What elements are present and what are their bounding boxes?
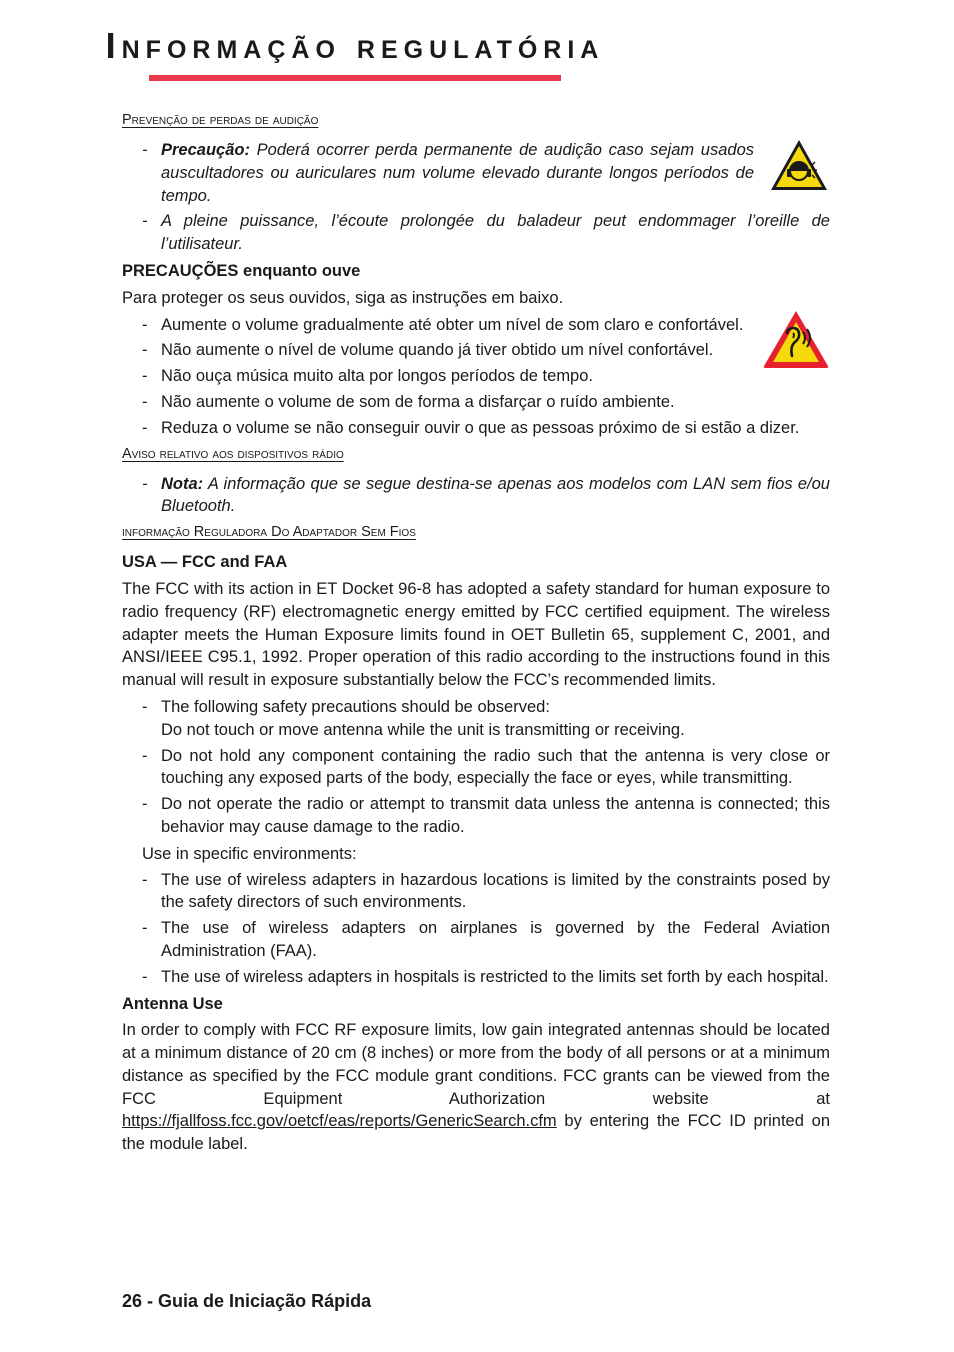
environments-intro: Use in specific environments: xyxy=(142,844,357,863)
environments-list xyxy=(122,869,830,989)
hearing-damage-warning-icon xyxy=(768,137,830,200)
list-item: - A pleine puissance, l’écoute prolongée du baladeur peut endommager l’oreille de l’utilisateur. xyxy=(122,210,830,256)
list-item xyxy=(122,473,830,519)
precaution-line: Do not touch or move antenna while the unit is transmitting or receiving. xyxy=(161,720,685,739)
section-heading-hearing: Prevenção de perdas de audição xyxy=(122,112,319,128)
radio-notice-list xyxy=(122,473,830,519)
list-item: - Do not operate the radio or attempt to transmit data unless the antenna is connected; this behavior may cause damage to the radio. xyxy=(122,793,830,839)
list-item xyxy=(122,139,830,207)
page-footer: 26 - Guia de Iniciação Rápida xyxy=(122,1291,372,1311)
list-item: - The use of wireless adapters in hazardous locations is limited by the constraints posed by the safety directors of such environments. xyxy=(122,869,830,915)
list-item: - The use of wireless adapters on airplanes is governed by the Federal Aviation Administration (FAA). xyxy=(122,917,830,963)
list-item xyxy=(122,314,830,337)
list-item xyxy=(122,696,830,742)
caution-text: Poderá ocorrer perda permanente de audição caso sejam usados auscultadores ou auriculares num volume elevado durante longos períodos de tempo. xyxy=(161,141,754,205)
list-item: - Não ouça música muito alta por longos períodos de tempo. xyxy=(122,365,830,388)
list-item: - Não aumente o nível de volume quando já tiver obtido um nível confortável. xyxy=(122,339,830,362)
list-item: - The use of wireless adapters in hospitals is restricted to the limits set forth by each hospital. xyxy=(122,966,830,989)
list-item: - Reduza o volume se não conseguir ouvir o que as pessoas próximo de si estão a dizer. xyxy=(122,417,830,440)
precautions-list xyxy=(122,314,830,440)
antenna-heading: Antenna Use xyxy=(122,994,223,1013)
list-item: - Do not hold any component containing the radio such that the antenna is very close or touching any exposed parts of the body, especially the face or eyes, while transmitting. xyxy=(122,745,830,791)
page-title: Informação regulatória xyxy=(105,25,605,66)
antenna-text-after: by entering the FCC ID printed on the module label. xyxy=(122,1112,830,1154)
antenna-paragraph xyxy=(122,1019,830,1156)
note-text: A informação que se segue destina-se apenas aos modelos com LAN sem fios e/ou Bluetooth. xyxy=(161,474,830,516)
section-heading-precautions: PRECAUÇÕES enquanto ouve xyxy=(122,261,361,280)
list-item: - Não aumente o volume de som de forma a disfarçar o ruído ambiente. xyxy=(122,391,830,414)
precautions-intro: Para proteger os seus ouvidos, siga as instruções em baixo. xyxy=(122,288,564,307)
antenna-text-before: In order to comply with FCC RF exposure limits, low gain integrated antennas should be located at a minimum distance of 20 cm (8 inches) or more from the body of all persons or at a minimum distance as specified by the FCC module grant conditions. FCC grants can be viewed from the FCC Equipment Authorization website at xyxy=(122,1021,830,1108)
precaution-intro: - The following safety precautions should be observed: xyxy=(161,697,550,716)
hearing-list xyxy=(122,139,830,256)
note-label: Nota: xyxy=(161,474,204,493)
safety-precautions-list xyxy=(122,696,830,839)
section-heading-adapter-info: informação Reguladora Do Adaptador Sem Fios xyxy=(122,524,416,541)
usa-heading: USA — FCC and FAA xyxy=(122,553,288,572)
title-underline-bar xyxy=(149,75,561,81)
caution-label: Precaução: xyxy=(161,141,250,159)
content xyxy=(122,110,830,1160)
section-heading-radio-notice: Aviso relativo aos dispositivos rádio xyxy=(122,445,344,462)
fcc-search-link[interactable]: https://fjallfoss.fcc.gov/oetcf/eas/reports/GenericSearch.cfm xyxy=(122,1112,557,1131)
list-item-text: Aumente o volume gradualmente até obter um nível de som claro e confortável. xyxy=(161,315,744,334)
usa-paragraph: The FCC with its action in ET Docket 96-8 has adopted a safety standard for human exposure to radio frequency (RF) electromagnetic energy emitted by FCC certified equipment. The wireless adapter meets the Human Exposure limits found in OET Bulletin 65, supplement C, 2001, and ANSI/IEEE C95.1, 1992. Proper operation of this radio according to the instructions found in this manual will result in exposure substantially below the FCC’s recommended limits. xyxy=(122,579,830,690)
